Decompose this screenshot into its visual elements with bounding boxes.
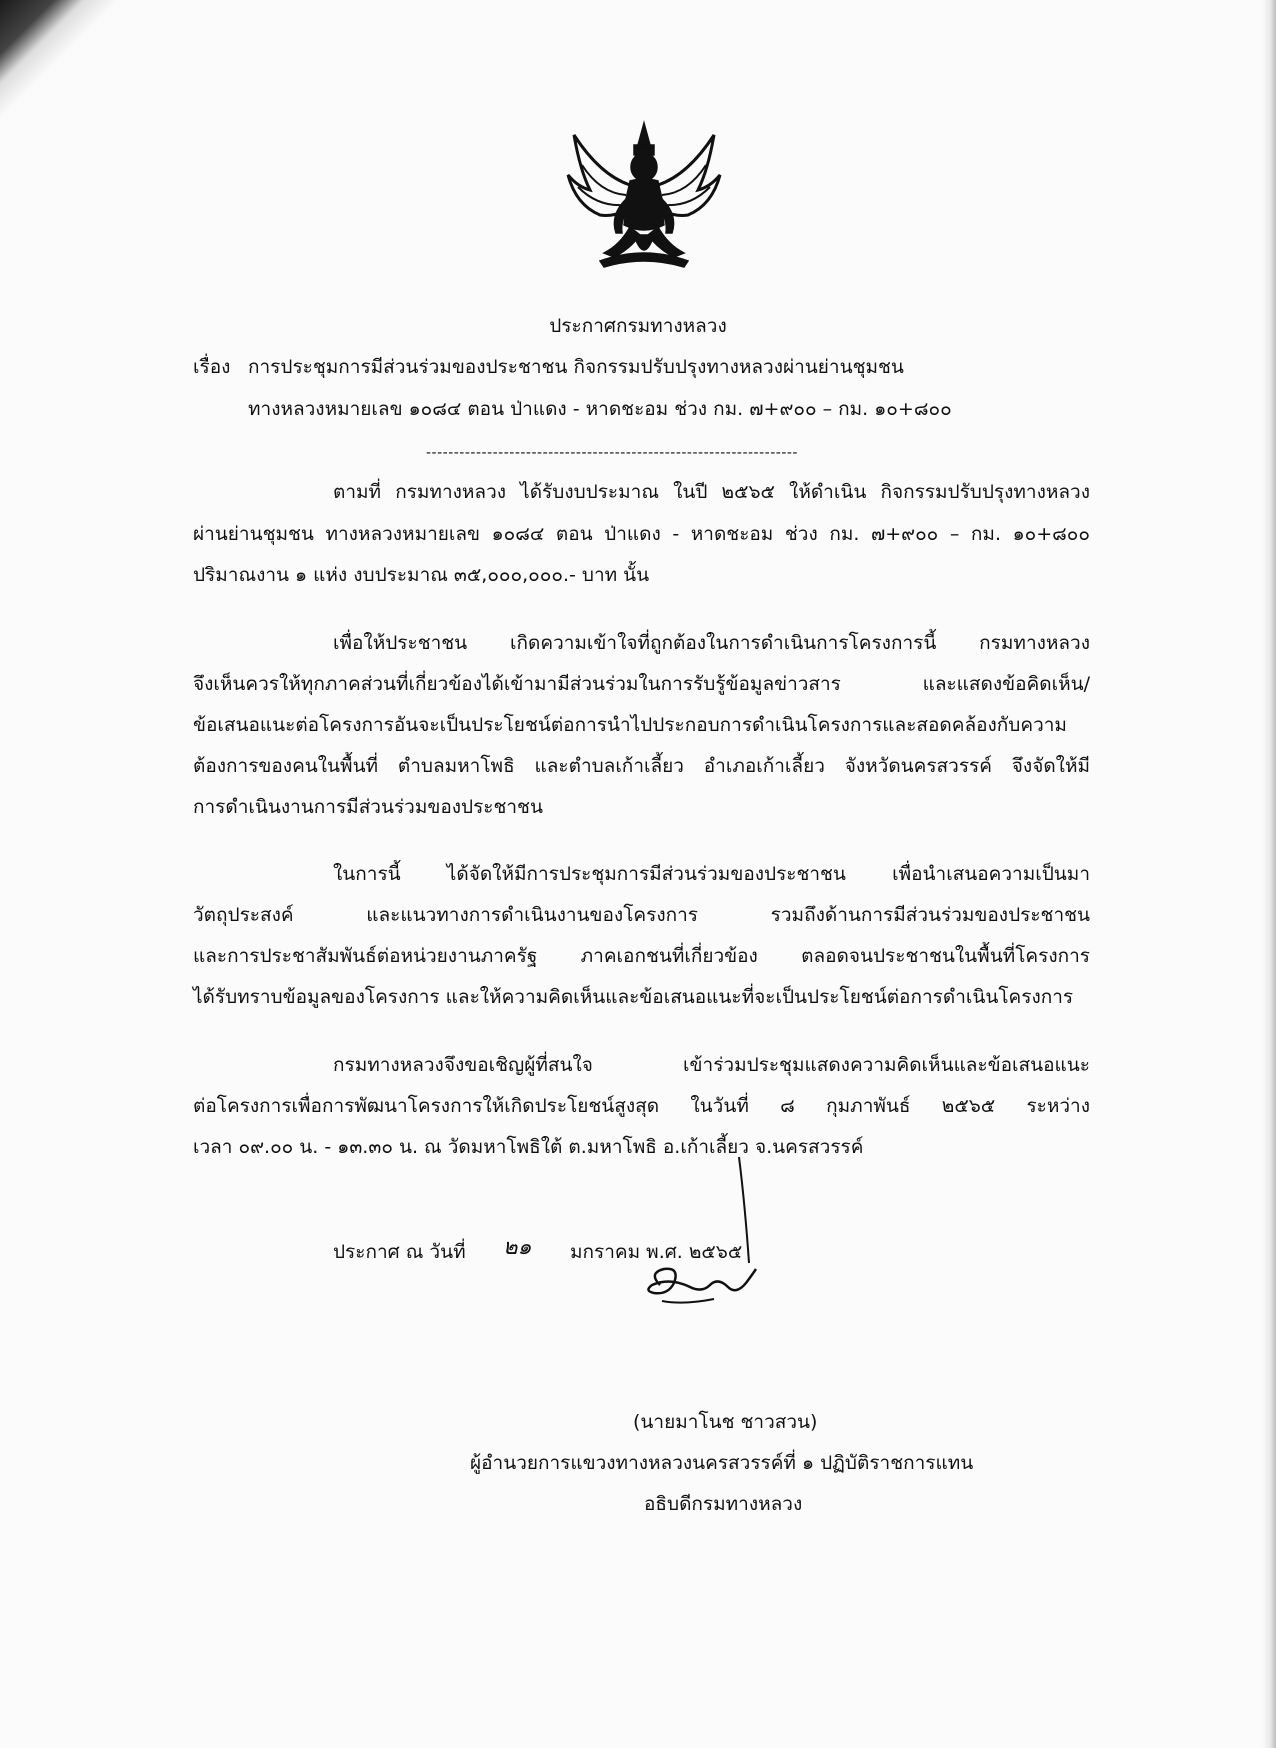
para2-line-3: ข้อเสนอแนะต่อโครงการอันจะเป็นประโยชน์ต่อการนำไปประกอบการดำเนินโครงการและสอดคล้องกับความ [193,714,1067,736]
subject-line-1: การประชุมการมีส่วนร่วมของประชาชน กิจกรรมปรับปรุงทางหลวงผ่านย่านชุมชน [248,356,904,378]
para1-line-2: ผ่านย่านชุมชน ทางหลวงหมายเลข ๑๐๘๔ ตอน ป่าแดง - หาดชะอม ช่วง กม. ๗+๙๐๐ – กม. ๑๐+๘๐๐ [193,523,1090,545]
para1-line-1: ตามที่ กรมทางหลวง ได้รับงบประมาณ ในปี ๒๕๖๕ ให้ดำเนิน กิจกรรมปรับปรุงทางหลวง [333,481,1090,503]
garuda-emblem-icon [560,115,728,275]
subject-label: เรื่อง [193,356,231,378]
para3-line-2: วัตถุประสงค์ และแนวทางการดำเนินงานของโครงการ รวมถึงด้านการมีส่วนร่วมของประชาชน [193,904,1090,926]
para4-line-2: ต่อโครงการเพื่อการพัฒนาโครงการให้เกิดประโยชน์สูงสุด ในวันที่ ๘ กุมภาพันธ์ ๒๕๖๕ ระหว่าง [193,1095,1090,1117]
para2-line-1: เพื่อให้ประชาชน เกิดความเข้าใจที่ถูกต้องในการดำเนินการโครงการนี้ กรมทางหลวง [333,632,1090,654]
folded-corner-shadow [0,0,150,150]
announce-date-prefix: ประกาศ ณ วันที่ [333,1241,466,1263]
page-title: ประกาศกรมทางหลวง [549,315,727,337]
para4-line-1: กรมทางหลวงจึงขอเชิญผู้ที่สนใจ เข้าร่วมประชุมแสดงความคิดเห็นและข้อเสนอแนะ [333,1054,1090,1076]
signer-name: (นายมาโนช ชาวสวน) [633,1411,818,1433]
page-edge-shadow [1262,0,1276,1748]
para3-line-4: ได้รับทราบข้อมูลของโครงการ และให้ความคิดเห็นและข้อเสนอแนะที่จะเป็นประโยชน์ต่อการดำเนินโครงการ [193,986,1074,1008]
para2-line-5: การดำเนินงานการมีส่วนร่วมของประชาชน [193,796,543,818]
signer-position-line-2: อธิบดีกรมทางหลวง [644,1493,803,1515]
subject-line-2: ทางหลวงหมายเลข ๑๐๘๔ ตอน ป่าแดง - หาดชะอม ช่วง กม. ๗+๙๐๐ – กม. ๑๐+๘๐๐ [248,398,952,420]
announce-day-handwritten: ๒๑ [503,1235,532,1260]
para1-line-3: ปริมาณงาน ๑ แห่ง งบประมาณ ๓๕,๐๐๐,๐๐๐.- บาท นั้น [193,564,650,586]
para2-line-4: ต้องการของคนในพื้นที่ ตำบลมหาโพธิ และตำบลเก้าเลี้ยว อำเภอเก้าเลี้ยว จังหวัดนครสวรรค์ จึงจัดให้มี [193,755,1090,777]
para2-line-2: จึงเห็นควรให้ทุกภาคส่วนที่เกี่ยวข้องได้เข้ามามีส่วนร่วมในการรับรู้ข้อมูลข่าวสาร และแสดงข้อคิดเห็น/ [193,673,1090,695]
handwritten-signature [640,1255,760,1325]
para4-line-3: เวลา ๐๙.๐๐ น. - ๑๓.๓๐ น. ณ วัดมหาโพธิใต้ ต.มหาโพธิ อ.เก้าเลี้ยว จ.นครสวรรค์ [193,1136,864,1158]
signer-position-line-1: ผู้อำนวยการแขวงทางหลวงนครสวรรค์ที่ ๑ ปฏิบัติราชการแทน [470,1452,974,1474]
para3-line-3: และการประชาสัมพันธ์ต่อหน่วยงานภาครัฐ ภาคเอกชนที่เกี่ยวข้อง ตลอดจนประชาชนในพื้นที่โครงการ [193,945,1090,967]
signature-stroke [735,1155,755,1265]
divider-line: ------------------------------------------------------------------- [426,445,798,461]
announce-month-year: มกราคม พ.ศ. ๒๕๖๕ [570,1241,743,1263]
para3-line-1: ในการนี้ ได้จัดให้มีการประชุมการมีส่วนร่วมของประชาชน เพื่อนำเสนอความเป็นมา [333,863,1090,885]
